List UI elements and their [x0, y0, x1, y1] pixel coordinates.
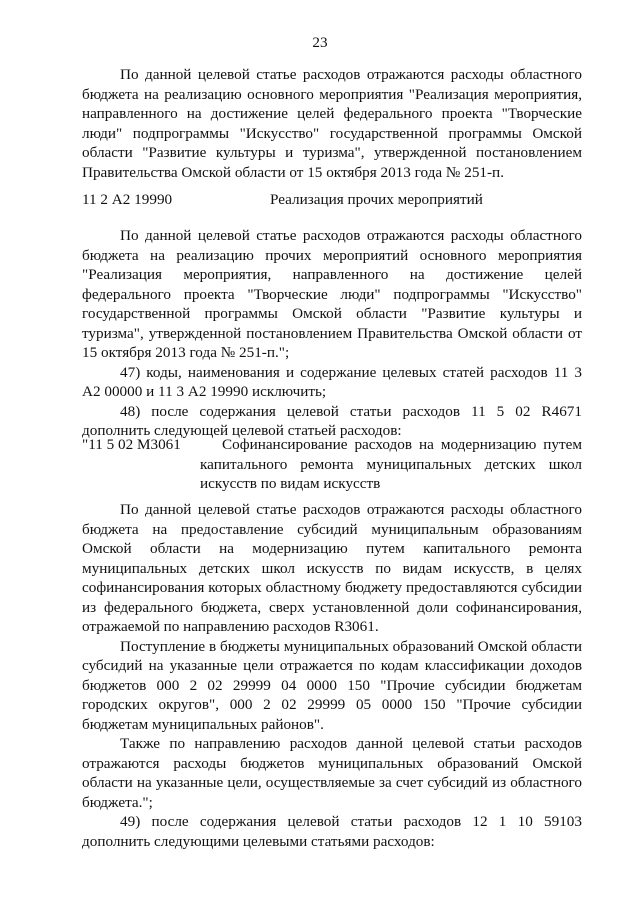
paragraph-block-1	[82, 65, 582, 182]
paragraph: 49) после содержания целевой статьи расходов 12 1 10 59103 дополнить следующими целевыми статьями расходов:	[82, 813, 582, 850]
paragraph: По данной целевой статье расходов отражаются расходы областного бюджета на реализацию прочих мероприятий основного мероприятия "Реализация мероприятия, направленного на достижение целей федерального проекта "Творческие люди" подпрограммы "Искусство" государственной программы Омской области "Развитие культуры и туризма", утвержденной постановлением Правительства Омской области от 15 октября 2013 года № 251-п.";	[82, 227, 582, 361]
page-number: 23	[312, 34, 328, 51]
target-article-name: Софинансирование расходов на модернизацию путем капитального ремонта муниципальных детских школ искусств по видам искусств	[200, 436, 582, 492]
paragraph-block-2	[82, 226, 582, 441]
target-article-code: "11 5 02 М3061	[82, 436, 181, 453]
paragraph-block-3	[82, 500, 582, 851]
paragraph: Поступление в бюджеты муниципальных образований Омской области субсидий на указанные цели отражается по кодам классификации доходов бюджетов 000 2 02 29999 04 0000 150 "Прочие субсидии бюджетам городских округов", 000 2 02 29999 05 0000 150 "Прочие субсидии бюджетам муниципальных районов".	[82, 637, 582, 733]
paragraph: По данной целевой статье расходов отражаются расходы областного бюджета на предоставление субсидий муниципальным образованиям Омской области на модернизацию путем капитального ремонта муниципальных детских школ искусств по видам искусств, в целях софинансирования которых областному бюджету предоставляются субсидии из федерального бюджета, сверх установленной доли софинансирования, отражаемой по направлению расходов R3061.	[82, 501, 582, 635]
paragraph: Также по направлению расходов данной целевой статьи расходов отражаются расходы бюджетов муниципальных образований Омской области на указанные цели, осуществляемые за счет субсидий из областного бюджета.";	[82, 735, 582, 811]
paragraph: По данной целевой статье расходов отражаются расходы областного бюджета на реализацию основного мероприятия "Реализация мероприятия, направленного на достижение целей федерального проекта "Творческие люди" подпрограммы "Искусство" государственной программы Омской области "Развитие культуры и туризма", утвержденной постановлением Правительства Омской области от 15 октября 2013 года № 251-п.	[82, 66, 582, 181]
target-article-code: 11 2 А2 19990	[82, 191, 173, 208]
paragraph: 47) коды, наименования и содержание целевых статей расходов 11 3 А2 00000 и 11 3 А2 19990 исключить;	[82, 363, 582, 400]
paragraph: 48) после содержания целевой статьи расходов 11 5 02 R4671 дополнить следующей целевой статьей расходов:	[82, 402, 582, 439]
target-article-name: Реализация прочих мероприятий	[270, 191, 483, 208]
